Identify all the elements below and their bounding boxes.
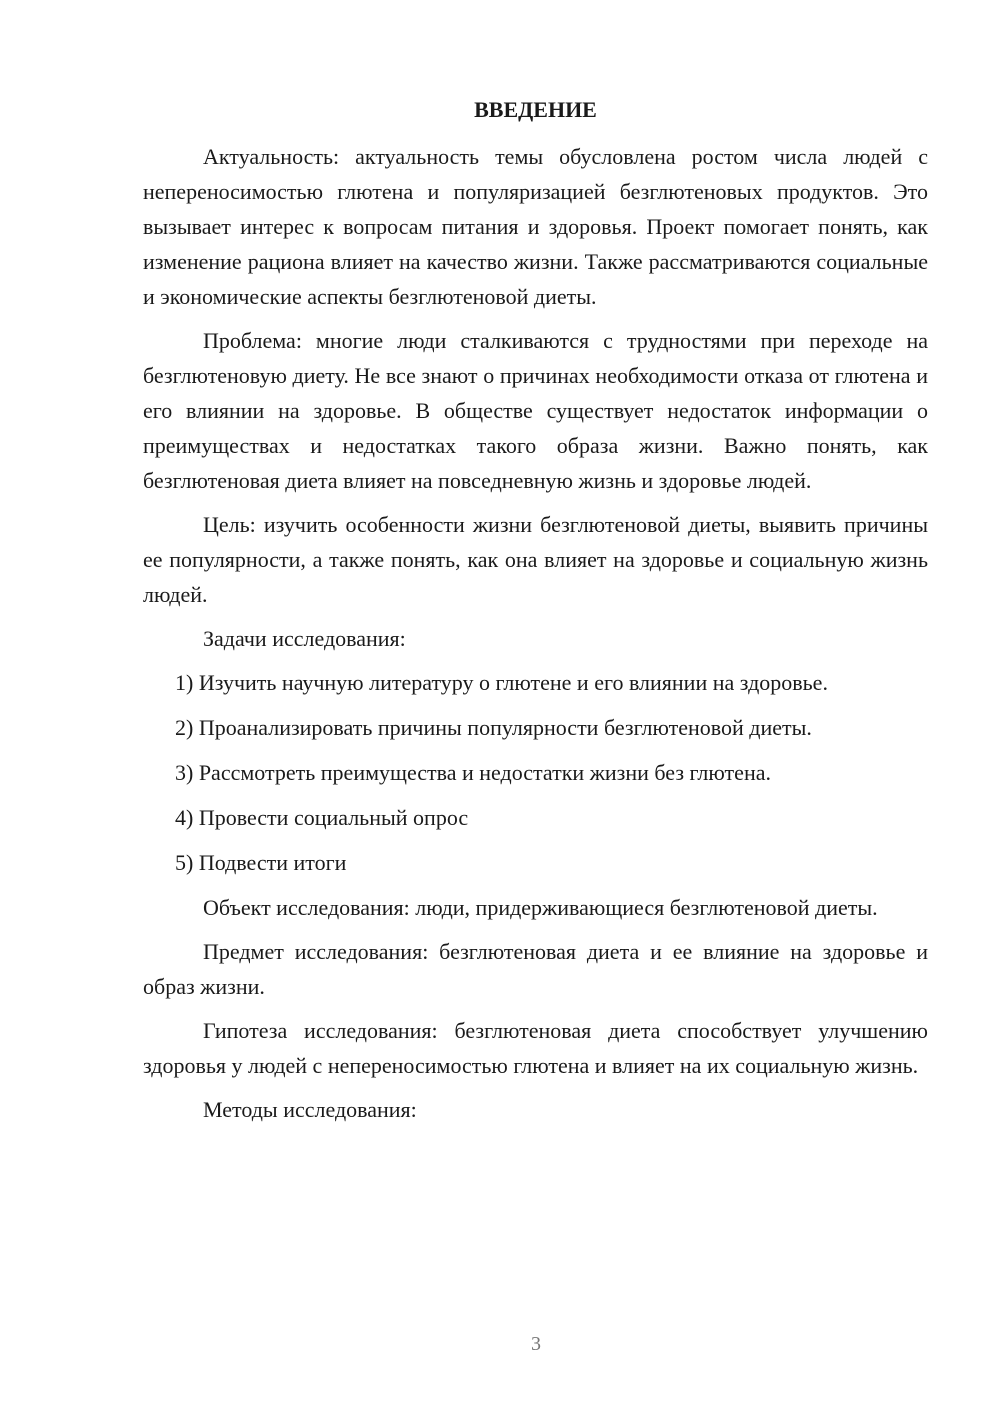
relevance-paragraph: Актуальность: актуальность темы обусловлена ростом числа людей с непереносимостью глютена и популяризацией безглютеновых продуктов. Это вызывает интерес к вопросам питания и здоровья. Проект помогает понять, как изменение рациона влияет на качество жизни. Также рассматриваются социальные и экономические аспекты безглютеновой диеты. <box>143 144 928 309</box>
page-title: ВВЕДЕНИЕ <box>474 97 597 122</box>
goal-paragraph: Цель: изучить особенности жизни безглютеновой диеты, выявить причины ее популярности, а также понять, как она влияет на здоровье и социальную жизнь людей. <box>143 512 928 607</box>
page-number: 3 <box>531 1333 541 1355</box>
document-page <box>143 92 928 1136</box>
list-item: 4) Провести социальный опрос <box>175 805 469 830</box>
subject-paragraph: Предмет исследования: безглютеновая диета и ее влияние на здоровье и образ жизни. <box>143 939 928 999</box>
list-item: 1) Изучить научную литературу о глютене и его влиянии на здоровье. <box>175 670 828 695</box>
tasks-heading: Задачи исследования: <box>203 626 406 651</box>
problem-paragraph: Проблема: многие люди сталкиваются с трудностями при переходе на безглютеновую диету. Не все знают о причинах необходимости отказа от глютена и его влиянии на здоровье. В обществе существует недостаток информации о преимуществах и недостатках такого образа жизни. Важно понять, как безглютеновая диета влияет на повседневную жизнь и здоровье людей. <box>143 328 928 493</box>
methods-heading: Методы исследования: <box>203 1097 417 1122</box>
hypothesis-paragraph: Гипотеза исследования: безглютеновая диета способствует улучшению здоровья у людей с непереносимостью глютена и влияет на их социальную жизнь. <box>143 1018 928 1078</box>
list-item: 2) Проанализировать причины популярности безглютеновой диеты. <box>175 715 812 740</box>
object-paragraph: Объект исследования: люди, придерживающиеся безглютеновой диеты. <box>203 895 878 920</box>
list-item: 3) Рассмотреть преимущества и недостатки жизни без глютена. <box>175 760 771 785</box>
list-item: 5) Подвести итоги <box>175 850 347 875</box>
